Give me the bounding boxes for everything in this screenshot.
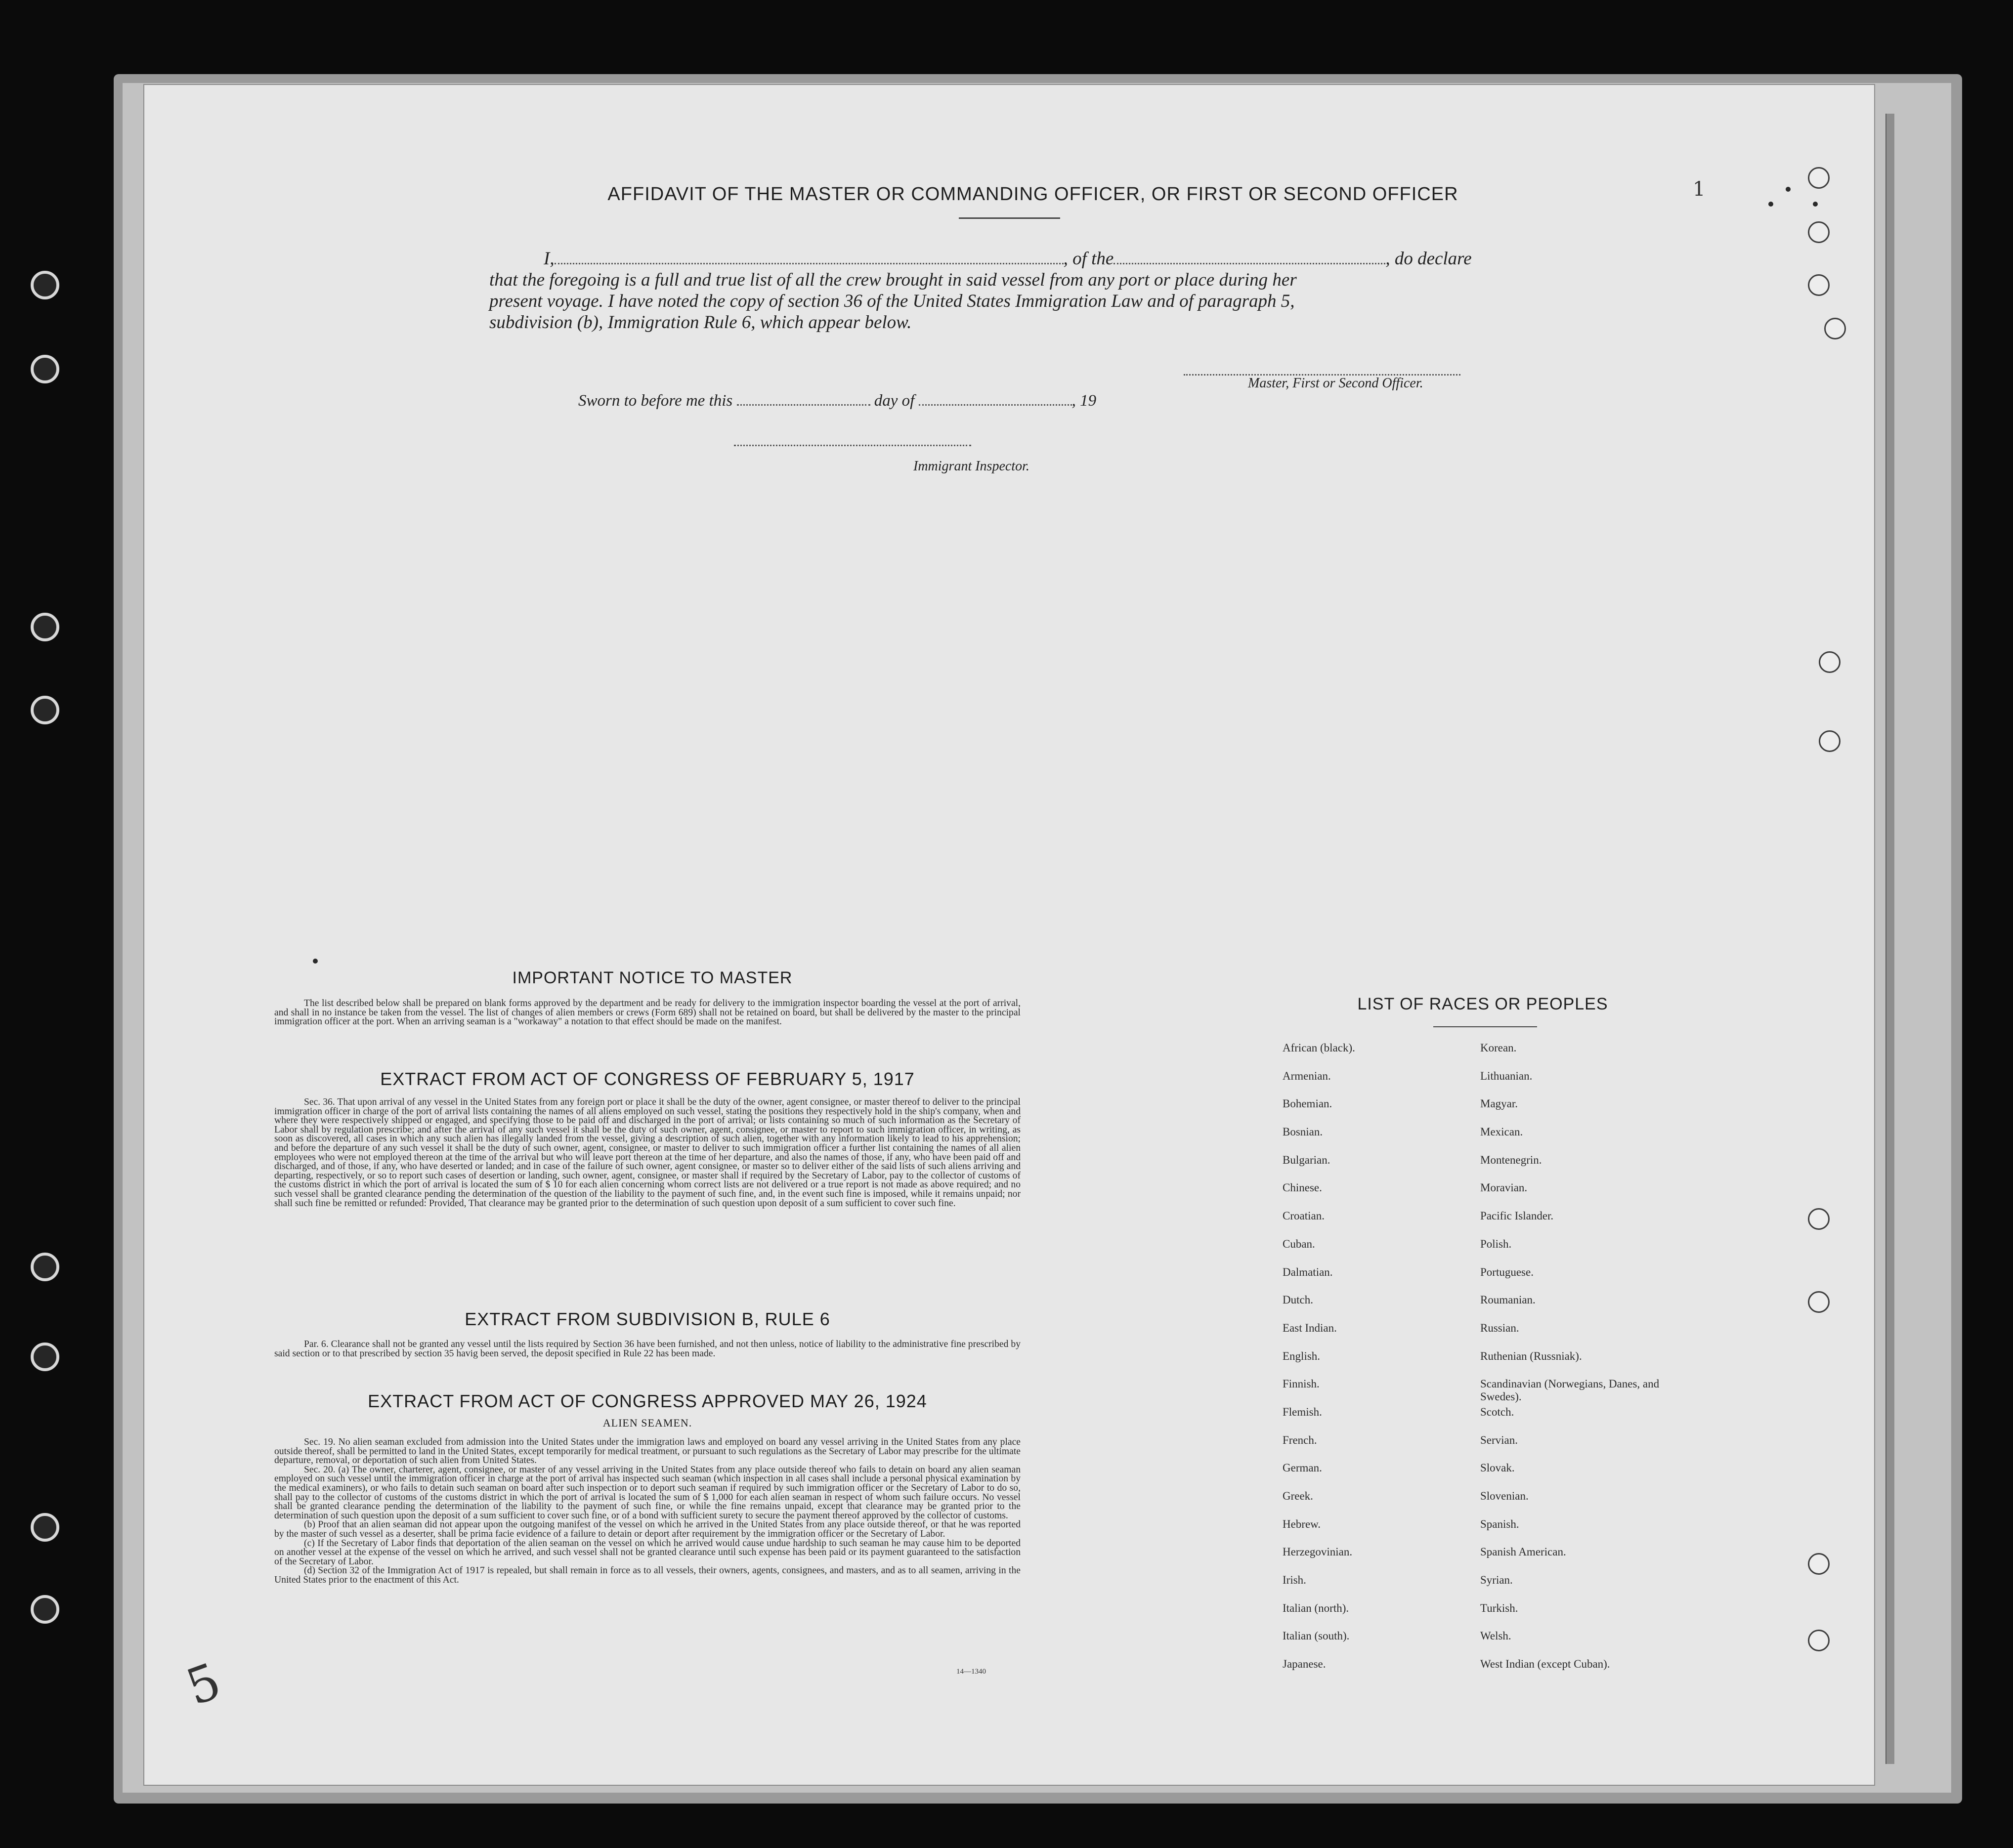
- extract-1924-text: [274, 1438, 1021, 1585]
- decl-of-the: , of the: [1063, 249, 1114, 269]
- master-signature-label: Master, First or Second Officer.: [1248, 376, 1423, 391]
- sec-20b-paragraph: (b) Proof that an alien seaman did not appear upon the outgoing manifest of the vessel on which he arrived in the United States from any place outside thereof, or that he was reported by the master of such vessel as a deserter, shall be prima facie evidence of a failure to detain or deport after requirement by the immigration officer or the Secretary of Labor.: [274, 1519, 1021, 1539]
- form-number: 14—1340: [956, 1668, 986, 1676]
- race-item: Magyar.: [1480, 1097, 1518, 1110]
- sec-19-paragraph: Sec. 19. No alien seaman excluded from admission into the United States under the immigration laws and employed on board any vessel arriving in the United States from any place outside thereof, shall be permitted to land in the United States, except temporarily for medical treatment, or pursuant to such regulations as the Secretary of Labor may prescribe for the ultimate departure, removal, or deportation of such alien from United States.: [274, 1437, 1021, 1466]
- race-item: African (black).: [1283, 1042, 1355, 1054]
- binding-hole: [31, 1253, 59, 1281]
- punch-hole: [1808, 274, 1830, 296]
- race-item: English.: [1283, 1349, 1321, 1362]
- sworn-month-field[interactable]: [919, 391, 1072, 406]
- binding-hole: [31, 613, 59, 641]
- punch-hole: [1808, 1208, 1830, 1230]
- binding-hole: [31, 355, 59, 383]
- race-item: Bohemian.: [1283, 1097, 1332, 1110]
- ink-dot: [1768, 202, 1773, 207]
- sworn-day-field[interactable]: [737, 391, 870, 406]
- declaration-line-3: present voyage. I have noted the copy of section 36 of the United States Immigration Law and of paragraph 5,: [489, 291, 1295, 311]
- race-item: German.: [1283, 1462, 1322, 1474]
- races-title: LIST OF RACES OR PEOPLES: [1357, 995, 1608, 1013]
- extract-1917-title: EXTRACT FROM ACT OF CONGRESS OF FEBRUARY 5, 1917: [380, 1069, 915, 1089]
- sworn-line: [578, 390, 1221, 411]
- section-36-paragraph: Sec. 36. That upon arrival of any vessel in the United States from any foreign port or place it shall be the duty of the owner, agent consignee, or master thereof to deliver to the principal immigration officer in charge of the port of arrival lists containing the names of all aliens employed on such vessel, stating the positions they respectively hold in the ship's company, when and where they were respectively shipped or engaged, and specifying those to be paid off and discharged in the port of arrival; or lists containing so much of such information as the Secretary of Labor shall by regulation prescribe; and after the arrival of any such vessel it shall be the duty of such owner, agent, consignee, or master to report to such immigration officer, in writing, as soon as discovered, all cases in which any such alien has illegally landed from the vessel, giving a description of such alien, together with any information likely to lead to his apprehension; and before the departure of any such vessel it shall be the duty of such owner, agent, consignee, or master to deliver to such immigration officer a further list containing the names of all alien employees who were not employed thereon at the time of the arrival but who will leave port thereon at the time of her departure, and also the names of those, if any, who have been paid off and discharged, and of those, if any, who have deserted or landed; and in case of the failure of such owner, agent consignee, or master so to deliver either of the said lists of such aliens arriving and departing, respectively, or so to report such cases of desertion or landing, such owner, agent, consignee, or master shall if required by the Secretary of Labor, pay to the collector of customs of the customs district in which the port of arrival is located the sum of $ 10 for each alien concerning whom correct lists are not delivered or a true report is not made as above required; and no such vessel shall be granted clearance pending the determination of the question of the liability to the payment of such fine, and, in the event such fine is imposed, while it remains unpaid; nor shall such fine be remitted or refunded: Provided, That clearance may be granted prior to the determination of such question upon deposit of a sum sufficient to cover such fine.: [274, 1097, 1021, 1209]
- race-item: Irish.: [1283, 1574, 1306, 1587]
- race-item: West Indian (except Cuban).: [1480, 1658, 1610, 1671]
- race-item: Lithuanian.: [1480, 1069, 1533, 1082]
- race-item: Flemish.: [1283, 1405, 1322, 1418]
- race-item: Greek.: [1283, 1490, 1313, 1502]
- race-item: Italian (south).: [1283, 1630, 1350, 1642]
- race-item: Ruthenian (Russniak).: [1480, 1349, 1582, 1362]
- binding-hole: [31, 696, 59, 724]
- race-item: Slovak.: [1480, 1462, 1515, 1474]
- race-item: Pacific Islander.: [1480, 1210, 1554, 1222]
- race-item: Spanish American.: [1480, 1546, 1566, 1558]
- race-item: Mexican.: [1480, 1126, 1523, 1138]
- race-item: Armenian.: [1283, 1069, 1331, 1082]
- day-of-label: day of: [874, 392, 915, 410]
- year-label: , 19: [1071, 392, 1097, 410]
- race-item: Dalmatian.: [1283, 1265, 1333, 1278]
- alien-seamen-subtitle: ALIEN SEAMEN.: [602, 1417, 692, 1429]
- ink-dot: [1786, 187, 1791, 192]
- race-item: Bulgarian.: [1283, 1153, 1330, 1166]
- race-item: Bosnian.: [1283, 1126, 1323, 1138]
- punch-hole: [1819, 651, 1841, 673]
- race-item: Korean.: [1480, 1042, 1517, 1054]
- race-item: Croatian.: [1283, 1210, 1325, 1222]
- race-item: Turkish.: [1480, 1601, 1518, 1614]
- race-item: Moravian.: [1480, 1181, 1528, 1194]
- decl-i: I,: [544, 249, 555, 269]
- declaration-line-4: subdivision (b), Immigration Rule 6, which appear below.: [489, 312, 912, 333]
- punch-hole: [1808, 1291, 1830, 1313]
- name-field[interactable]: [555, 250, 1064, 264]
- extract-rule6-text: [274, 1340, 1021, 1358]
- sec-20c-paragraph: (c) If the Secretary of Labor finds that deportation of the alien seaman on the vessel on which he arrived would cause undue hardship to such seaman he may cause him to be deported on another vessel at the expense of the vessel on which he arrived, and such vessel shall not be granted clearance until such expense has been paid or its payment guaranteed to the satisfaction of the Secretary of Labor.: [274, 1538, 1021, 1567]
- ink-dot: [313, 959, 318, 964]
- extract-1924-title: EXTRACT FROM ACT OF CONGRESS APPROVED MAY 26, 1924: [368, 1391, 927, 1411]
- affidavit-title: AFFIDAVIT OF THE MASTER OR COMMANDING OFFICER, OR FIRST OR SECOND OFFICER: [607, 184, 1458, 205]
- page-edge: [1885, 114, 1894, 1764]
- punch-hole: [1808, 1630, 1830, 1651]
- punch-hole: [1808, 167, 1830, 189]
- race-item: Hebrew.: [1283, 1517, 1321, 1530]
- race-item: Dutch.: [1283, 1294, 1313, 1306]
- race-item: Servian.: [1480, 1433, 1518, 1446]
- race-item: Finnish.: [1283, 1378, 1320, 1390]
- race-item: Russian.: [1480, 1321, 1519, 1334]
- race-item: Herzegovinian.: [1283, 1546, 1353, 1558]
- title-underline: [959, 217, 1060, 219]
- race-item: Polish.: [1480, 1237, 1512, 1250]
- sworn-label: Sworn to before me this: [578, 392, 733, 410]
- race-item: Scandinavian (Norwegians, Danes, and Swedes).: [1480, 1378, 1660, 1403]
- race-item: Japanese.: [1283, 1658, 1326, 1671]
- race-item: East Indian.: [1283, 1321, 1337, 1334]
- sec-20a-paragraph: Sec. 20. (a) The owner, charterer, agent, consignee, or master of any vessel arriving in the United States from any place outside thereof who fails to detain on board any alien seaman employed on such vessel until the immigration officer in charge at the port of arrival has inspected such seaman (which inspection in all cases shall include a personal physical examination by the medical examiners), or who fails to detain such seaman on board after such inspection or to deport such seaman if required by such immigration officer or the Secretary of Labor to do so, shall pay to the collector of customs of the customs district in which the port of arrival is located the sum of $ 1,000 for each alien seaman in respect of whom such failure occurs. No vessel shall be granted clearance pending the determination of the liability to the payment of such fine, or while the fine remains unpaid, except that clearance may be granted prior to the determination of such question upon the deposit of a sum sufficient to cover such fine, or of a bond with sufficient surety to secure the payment thereof approved by the collector of customs.: [274, 1464, 1021, 1521]
- par-6-paragraph: Par. 6. Clearance shall not be granted any vessel until the lists required by Section 36 have been furnished, and not then unless, notice of liability to the administrative fine prescribed by said section or to that prescribed by section 35 havig been served, the deposit specified in Rule 22 has been made.: [274, 1339, 1021, 1359]
- race-item: Syrian.: [1480, 1574, 1513, 1587]
- race-item: Scotch.: [1480, 1405, 1514, 1418]
- races-underline: [1433, 1026, 1537, 1027]
- races-column-1: [1283, 1042, 1490, 1686]
- extract-rule6-title: EXTRACT FROM SUBDIVISION B, RULE 6: [465, 1309, 830, 1329]
- notice-paragraph: The list described below shall be prepared on blank forms approved by the department and be ready for delivery to the immigration inspector boarding the vessel at the port of arrival, and shall in no instance be taken from the vessel. The list of changes of alien members or crews (Form 689) shall not be retained on board, but shall be delivered by the master to the principal immigration officer at the port. When an arriving seaman is a "workaway" a notation to that effect should be made on the manifest.: [274, 998, 1021, 1027]
- punch-hole: [1819, 730, 1841, 752]
- corner-tick-mark: 1: [1693, 178, 1706, 201]
- punch-hole: [1808, 1553, 1830, 1575]
- race-item: French.: [1283, 1433, 1317, 1446]
- extract-1917-text: [274, 1098, 1021, 1208]
- binding-hole: [31, 1595, 59, 1624]
- notice-title: IMPORTANT NOTICE TO MASTER: [512, 968, 793, 987]
- declaration-line-2: that the foregoing is a full and true list of all the crew brought in said vessel from any port or place during her: [489, 270, 1297, 290]
- sec-20d-paragraph: (d) Section 32 of the Immigration Act of 1917 is repealed, but shall remain in force as to all vessels, their owners, agents, consignees, and masters, and as to all seamen, arriving in the United States prior to the enactment of this Act.: [274, 1565, 1021, 1585]
- races-column-2: [1480, 1042, 1688, 1686]
- race-item: Welsh.: [1480, 1630, 1511, 1642]
- race-item: Spanish.: [1480, 1517, 1519, 1530]
- race-item: Slovenian.: [1480, 1490, 1529, 1502]
- inspector-label: Immigrant Inspector.: [913, 459, 1029, 474]
- binding-hole: [31, 1343, 59, 1371]
- binding-hole: [31, 271, 59, 299]
- declaration-line-1: [544, 249, 1493, 269]
- inspector-signature-field[interactable]: [734, 444, 971, 446]
- race-item: Italian (north).: [1283, 1601, 1349, 1614]
- race-item: Montenegrin.: [1480, 1153, 1542, 1166]
- binding-hole: [31, 1513, 59, 1542]
- punch-hole: [1808, 221, 1830, 243]
- vessel-field[interactable]: [1114, 250, 1385, 264]
- decl-do-declare: , do declare: [1385, 249, 1472, 269]
- pencil-number: 5: [178, 1651, 228, 1717]
- race-item: Roumanian.: [1480, 1294, 1536, 1306]
- punch-hole: [1824, 318, 1846, 339]
- race-item: Cuban.: [1283, 1237, 1315, 1250]
- notice-text: [274, 999, 1021, 1027]
- ink-dot: [1813, 202, 1818, 207]
- race-item: Portuguese.: [1480, 1265, 1534, 1278]
- race-item: Chinese.: [1283, 1181, 1322, 1194]
